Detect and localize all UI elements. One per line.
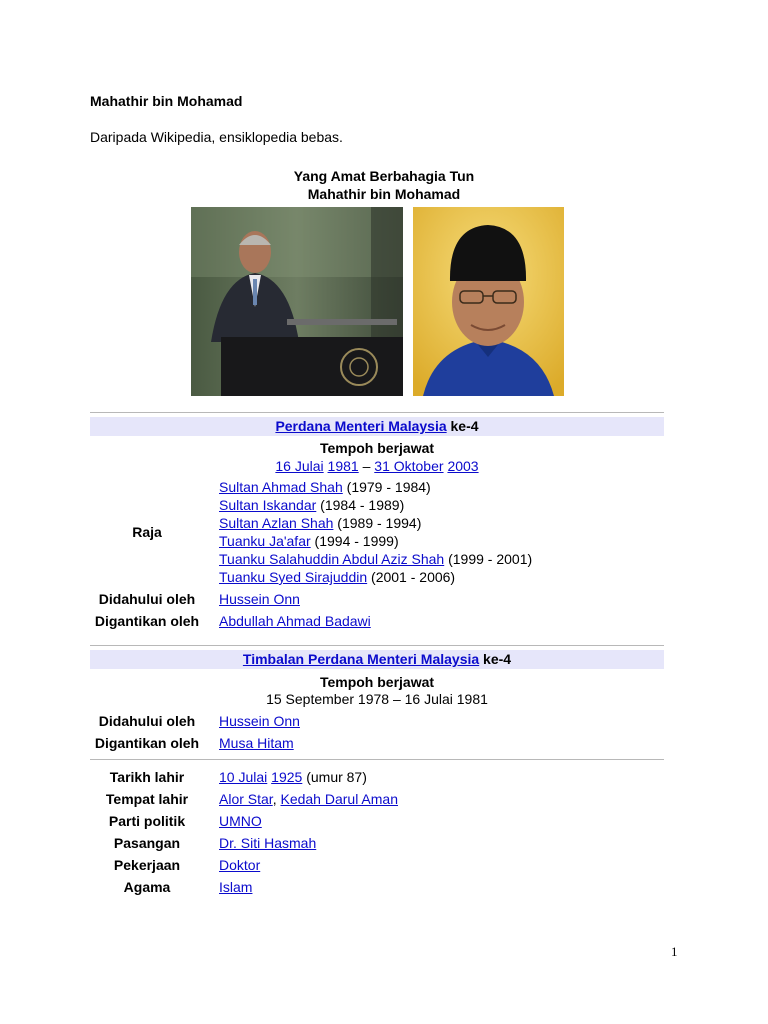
dpm-office-header	[90, 650, 664, 669]
spouse-link[interactable]: Dr. Siti Hasmah	[219, 835, 317, 851]
pm-successor-link[interactable]: Abdullah Ahmad Badawi	[219, 613, 371, 629]
religion-label: Agama	[123, 879, 171, 895]
birth-date	[219, 768, 367, 786]
pm-term-start-date-link[interactable]: 16 Julai	[275, 458, 324, 474]
ruler-years: (1994 - 1999)	[310, 533, 399, 549]
dpm-office-link[interactable]: Timbalan Perdana Menteri Malaysia	[242, 651, 480, 667]
birth-year-link[interactable]: 1925	[271, 769, 303, 785]
birth-date-label: Tarikh lahir	[109, 769, 185, 785]
pm-office-suffix: ke-4	[446, 418, 479, 434]
pm-term-end-date-link[interactable]: 31 Oktober	[374, 458, 444, 474]
birth-day-link[interactable]: 10 Julai	[219, 769, 268, 785]
party-link[interactable]: UMNO	[219, 813, 262, 829]
pm-term-end-year-link[interactable]: 2003	[447, 458, 479, 474]
dpm-term: 15 September 1978 – 16 Julai 1981	[266, 691, 488, 707]
ruler-item	[219, 496, 532, 514]
pm-predecessor-link[interactable]: Hussein Onn	[219, 591, 300, 607]
ruler-years: (2001 - 2006)	[367, 569, 456, 585]
birth-state-link[interactable]: Kedah Darul Aman	[280, 791, 399, 807]
birth-place-label: Tempat lahir	[105, 791, 189, 807]
portrait-photo-podium	[191, 207, 403, 396]
portrait-photo-official	[413, 207, 564, 396]
page-title: Mahathir bin Mohamad	[90, 93, 243, 109]
pm-office-link[interactable]: Perdana Menteri Malaysia	[275, 418, 447, 434]
occupation-label: Pekerjaan	[113, 857, 181, 873]
dpm-successor-label: Digantikan oleh	[94, 735, 200, 751]
ruler-years: (1984 - 1989)	[316, 497, 405, 513]
spouse	[219, 834, 316, 852]
page-subtitle: Daripada Wikipedia, ensiklopedia bebas.	[90, 129, 343, 145]
page-number: 1	[671, 944, 678, 959]
ruler-item	[219, 478, 532, 496]
section-divider	[90, 645, 664, 646]
section-divider	[90, 759, 664, 760]
ruler-item	[219, 532, 532, 550]
pm-successor-label: Digantikan oleh	[94, 613, 200, 629]
ruler-years: (1999 - 2001)	[444, 551, 533, 567]
dpm-term-label: Tempoh berjawat	[319, 674, 435, 690]
ruler-link[interactable]: Sultan Ahmad Shah	[219, 479, 343, 495]
ruler-link[interactable]: Tuanku Salahuddin Abdul Aziz Shah	[219, 551, 445, 567]
infobox-caption	[0, 167, 768, 203]
occupation	[219, 856, 260, 874]
pm-successor	[219, 612, 371, 630]
caption-line-2: Mahathir bin Mohamad	[307, 186, 461, 202]
occupation-link[interactable]: Doktor	[219, 857, 261, 873]
birth-city-link[interactable]: Alor Star	[219, 791, 273, 807]
raja-label: Raja	[132, 524, 162, 540]
pm-predecessor	[219, 590, 300, 608]
party	[219, 812, 262, 830]
ruler-years: (1979 - 1984)	[342, 479, 431, 495]
pm-office-header	[90, 417, 664, 436]
ruler-link[interactable]: Sultan Azlan Shah	[219, 515, 334, 531]
birth-place-comma: ,	[272, 791, 281, 807]
ruler-link[interactable]: Sultan Iskandar	[219, 497, 317, 513]
dpm-predecessor	[219, 712, 300, 730]
dpm-successor	[219, 734, 294, 752]
birth-place	[219, 790, 398, 808]
rulers-list	[219, 478, 532, 586]
section-divider	[90, 412, 664, 413]
ruler-link[interactable]: Tuanku Ja'afar	[219, 533, 311, 549]
religion-link[interactable]: Islam	[219, 879, 253, 895]
birth-age: (umur 87)	[302, 769, 367, 785]
spouse-label: Pasangan	[113, 835, 181, 851]
pm-term-label: Tempoh berjawat	[319, 440, 435, 456]
dpm-predecessor-label: Didahului oleh	[98, 713, 196, 729]
party-label: Parti politik	[108, 813, 186, 829]
pm-predecessor-label: Didahului oleh	[98, 591, 196, 607]
dpm-office-suffix: ke-4	[479, 651, 512, 667]
pm-term-separator: –	[358, 458, 375, 474]
ruler-years: (1989 - 1994)	[333, 515, 422, 531]
pm-term	[90, 457, 664, 475]
caption-line-1: Yang Amat Berbahagia Tun	[293, 168, 475, 184]
pm-term-start-year-link[interactable]: 1981	[327, 458, 359, 474]
dpm-successor-link[interactable]: Musa Hitam	[219, 735, 294, 751]
ruler-item	[219, 568, 532, 586]
religion	[219, 878, 252, 896]
ruler-item	[219, 514, 532, 532]
ruler-item	[219, 550, 532, 568]
dpm-predecessor-link[interactable]: Hussein Onn	[219, 713, 300, 729]
ruler-link[interactable]: Tuanku Syed Sirajuddin	[219, 569, 368, 585]
